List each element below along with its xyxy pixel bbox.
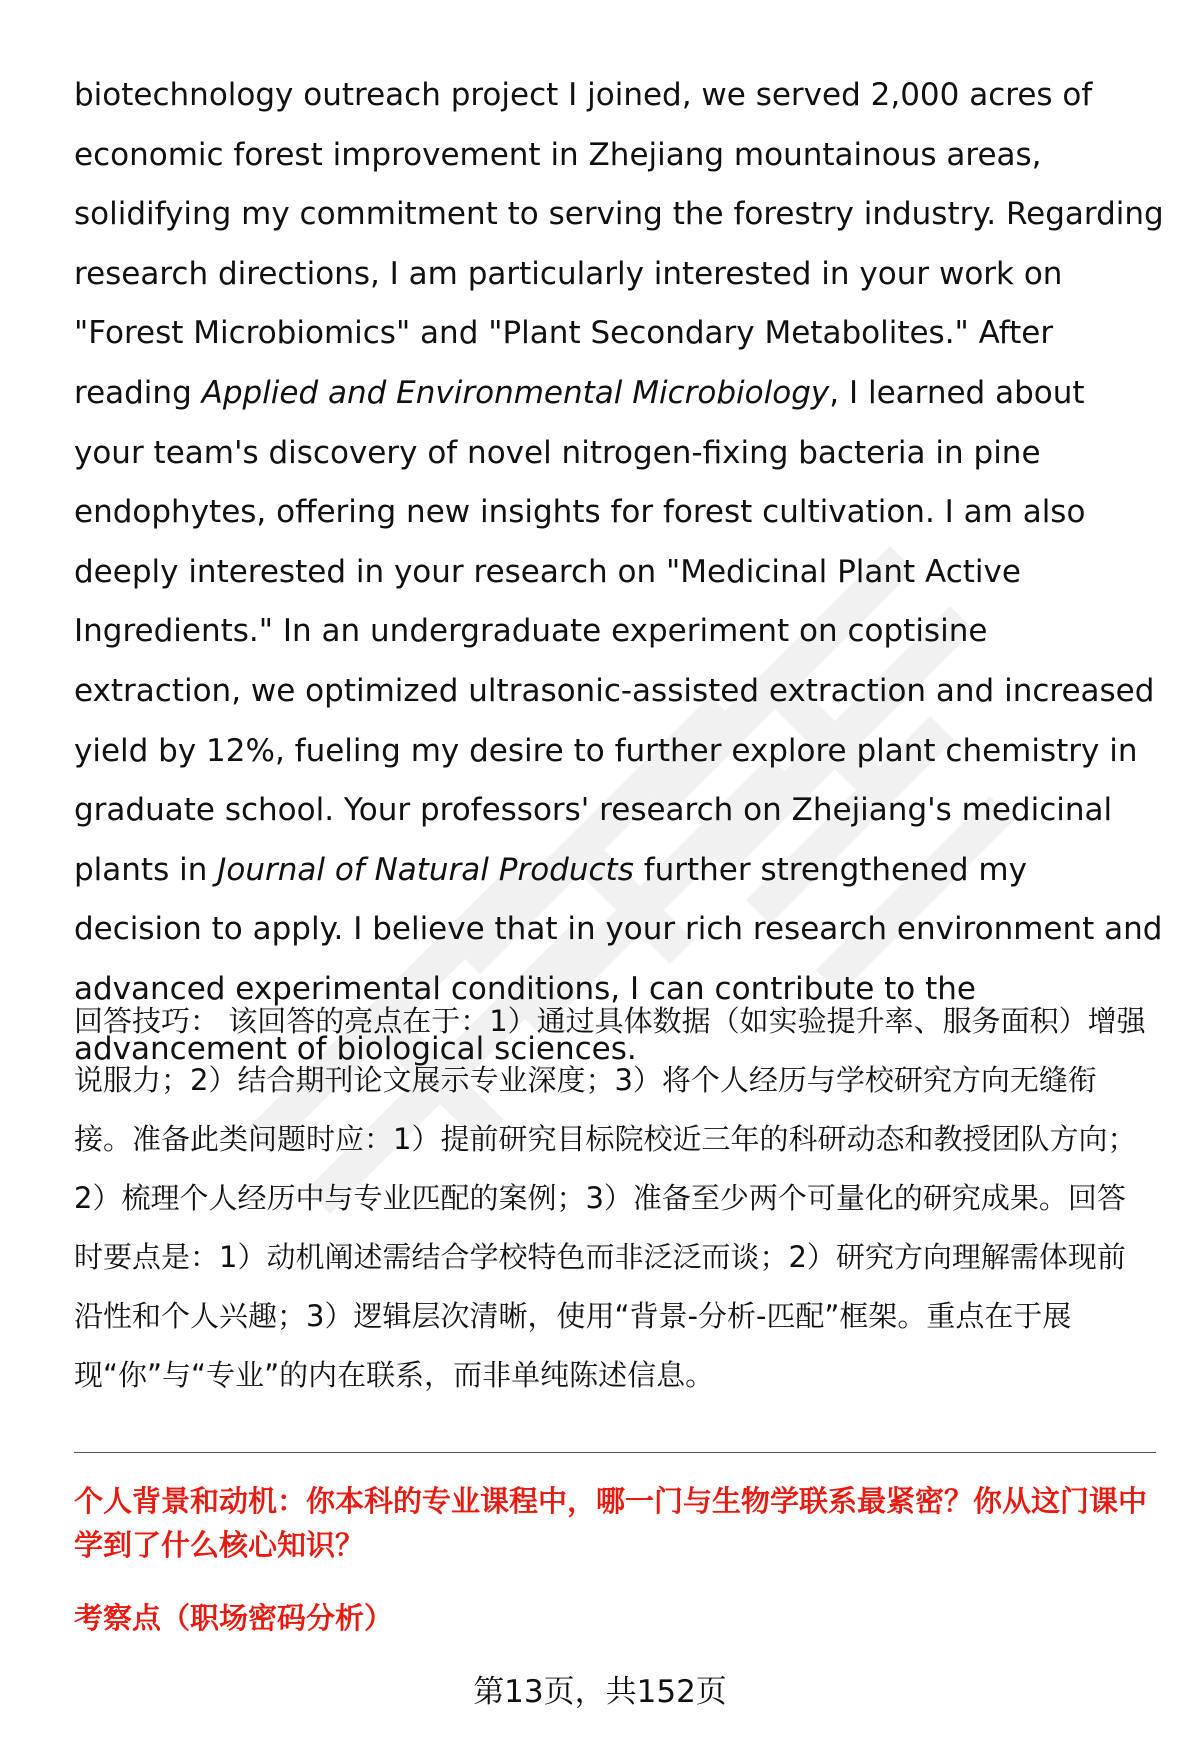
journal-title-1: Applied and Environmental Microbiology <box>201 374 830 411</box>
section-divider <box>74 1452 1156 1453</box>
answer-text-part2: , I learned about your team's discovery of novel nitrogen-fixing bacteria in pine endophytes, offering new insights for forest cultivation. I am also deeply interested in your research on "Medicinal Plant Active Ingredients." In an undergraduate experiment on coptisine extraction, we optimized ultrasonic-assisted extraction and increased yield by 12%, fueling my desire to further explore plant chemistry in graduate school. Your professors' research on Zhejiang's medicinal plants in <box>74 374 1155 888</box>
journal-title-2: Journal of Natural Products <box>217 851 634 888</box>
answer-text-part3: further strengthened my decision to apply. I believe that in your rich research environment and advanced experimental conditions, I can contribute to the advancement of biological sciences. <box>74 851 1163 1067</box>
answer-text-part1: biotechnology outreach project I joined, we served 2,000 acres of economic forest improvement in Zhejiang mountainous areas, solidifying my commitment to serving the forestry industry. Regarding research directions, I am particularly interested in your work on "Forest Microbiomics" and "Plant Secondary Metabolites." After reading <box>74 77 1164 411</box>
answer-paragraph <box>74 66 1164 1079</box>
focus-heading: 考察点（职场密码分析） <box>74 1601 394 1635</box>
page-footer: 第13页，共152页 <box>473 1674 727 1710</box>
answer-tips: 回答技巧： 该回答的亮点在于：1）通过具体数据（如实验提升率、服务面积）增强说服力；2）结合期刊论文展示专业深度；3）将个人经历与学校研究方向无缝衔接。准备此类问题时应：1）提前研究目标院校近三年的科研动态和教授团队方向；2）梳理个人经历中与专业匹配的案例；3）准备至少两个可量化的研究成果。回答时要点是：1）动机阐述需结合学校特色而非泛泛而谈；2）研究方向理解需体现前沿性和个人兴趣；3）逻辑层次清晰，使用“背景-分析-匹配”框架。重点在于展现“你”与“专业”的内在联系，而非单纯陈述信息。 <box>74 1004 1146 1392</box>
next-question-heading: 个人背景和动机：你本科的专业课程中，哪一门与生物学联系最紧密？你从这门课中学到了什么核心知识？ <box>74 1484 1148 1562</box>
